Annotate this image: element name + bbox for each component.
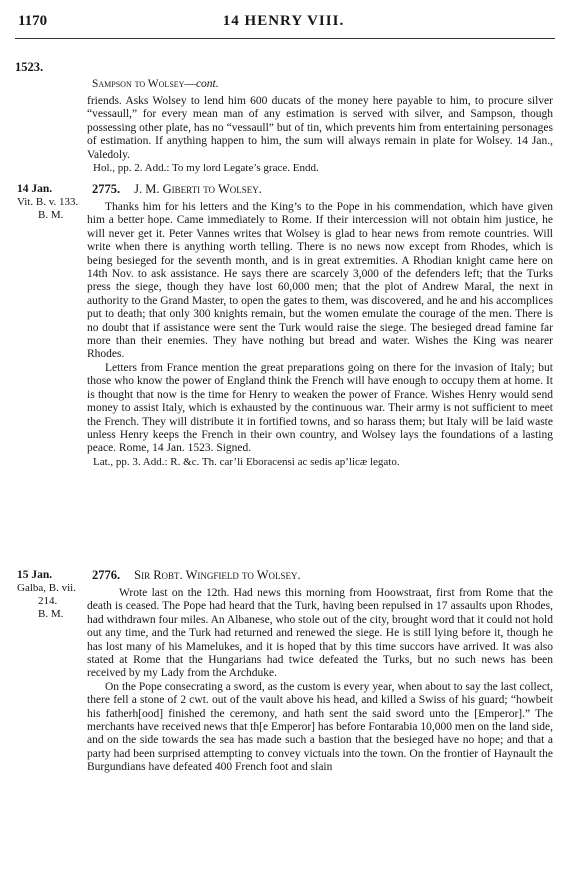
entry-2776-ref-bm: B. M. [38,608,64,620]
page-number: 1170 [18,13,48,29]
entry-2775-date: 14 Jan. [17,183,53,195]
entry-2775-ref: Vit. B. v. 133. [17,196,79,208]
section-heading-title: Sampson to Wolsey— [92,78,196,90]
entry-2776-title: Sir Robt. Wingfield to Wolsey. [134,568,301,582]
entry-2775-paragraph-1: Thanks him for his letters and the King’s to the Pope in his commendation, which have given him a better hope. Came immediately to Rome. If their intercession will not obtain him justice, he will never get it. Peter Vannes writes that Wolsey is glad to hear news from remote countries. Will write when there is anything worth telling. There is no news now except from Rhodes, which is being besieged for the seventh month, and is in great extremities. A Rhodian knight came here on 14th Nov. to ask assistance. He says there are scarcely 3,000 of the defenders left; that the Turks press the siege, though they have lost 60,000 men; that the plot of Andrew Maral, the next in authority to the Grand Master, to open the gates to them, was discovered, and he and his accomplices put to death; that only 300 knights remain, but the women emulate the courage of the men. There is no doubt that if assistance were sent the Turk would raise the siege. The besieged dread famine far more than their enemies. They have nothing but bread and water. Wishes the King was nearer Rhodes. [87,201,553,361]
continued-letter [87,95,553,175]
entry-2776-body [87,587,553,775]
continued-notes: Hol., pp. 2. Add.: To my lord Legate’s grace. Endd. [93,162,319,175]
page-header [0,0,567,40]
entry-2776-date: 15 Jan. [17,569,53,581]
section-heading-suffix: cont. [195,78,219,90]
entry-2775-ref-bm: B. M. [38,209,64,221]
entry-2775-margin [17,183,85,222]
header-rule [15,38,555,39]
entry-2776-ref-folio: 214. [38,595,58,607]
running-title: 14 HENRY VIII. [222,13,345,29]
entry-2775-paragraph-2: Letters from France mention the great preparations going on there for the invasion of Italy; but those who know the power of England think the French will have enough to occupy them at home. It is thought that now is the time for Henry to weaken the power of France. Wishes Henry would send money to assist Italy, which is exhausted by the continuous war. Their army is not sufficient to meet the French. They will distribute it in fortified towns, and so harass them; but Italy will be laid waste unless Henry keeps the French in their own country, and Wolsey lays the foundations of a lasting peace. Rome, 14 Jan. 1523. Signed. [87,361,553,455]
entry-2775-body [87,201,553,469]
entry-2776-margin [17,569,85,621]
section-heading [92,78,552,90]
entry-2776-ref: Galba, B. vii. [17,582,76,594]
entry-2776-heading [92,568,301,583]
entry-2775-number: 2775. [92,182,121,196]
entry-2776-paragraph-2: On the Pope consecrating a sword, as the custom is every year, when about to say the last collect, there fell a stone of 2 cwt. out of the vault above his head, and killed a Swiss of his guard; “howbeit his fatherh[ood] finished the ceremony, and hath sent the said sword unto the [Emperor].” The merchants have received news that th[e Emperor] has before Fontarabia 10,000 men on the land side, and on the side towards the sea has made such a bastion that the besieged have no hope; and that a party had been surprised attempting to convey victuals into the town. On the frontier of Haynault the Burgundians have defeated 400 French foot and slain [87,680,553,774]
entry-2776-paragraph-1: Wrote last on the 12th. Had news this morning from Hoowstraat, first from Rome that the death is ceased. The Pope had heard that the Turk, having been repulsed in 17 assaults upon Rhodes, had withdrawn four miles. An Albanese, who stole out of the city, brought word that it could not hold out any time, and the Turk had returned and renewed the siege. He is still lying before it, though he has lost many of his Mamelukes, and it is hoped that by this time succors have arrived. It was also stated at Rome that the Hungarians had twice defeated the Turks, but no such news has been received by my Lady from the Archduke. [87,587,553,680]
entry-2775-title: J. M. Giberti to Wolsey. [134,182,262,196]
entry-2775-notes: Lat., pp. 3. Add.: R. &c. Th. car’li Eboracensi ac sedis ap’licæ legato. [93,455,400,468]
year-label: 1523. [15,60,44,74]
continued-text: friends. Asks Wolsey to lend him 600 ducats of the money here payable to him, to procure silver “vessaull,” for every mean man of any estimation is served with silver, and Sampson, though possessing other plate, has no “vessaull” but of tin, which prevents him from entertaining personages of estimation. If anything happen to him, the sum will always remain in plate for Wolsey. 14 Jan., Valedoly. [87,95,553,161]
entry-2775-heading [92,182,262,197]
entry-2776-number: 2776. [92,568,121,582]
